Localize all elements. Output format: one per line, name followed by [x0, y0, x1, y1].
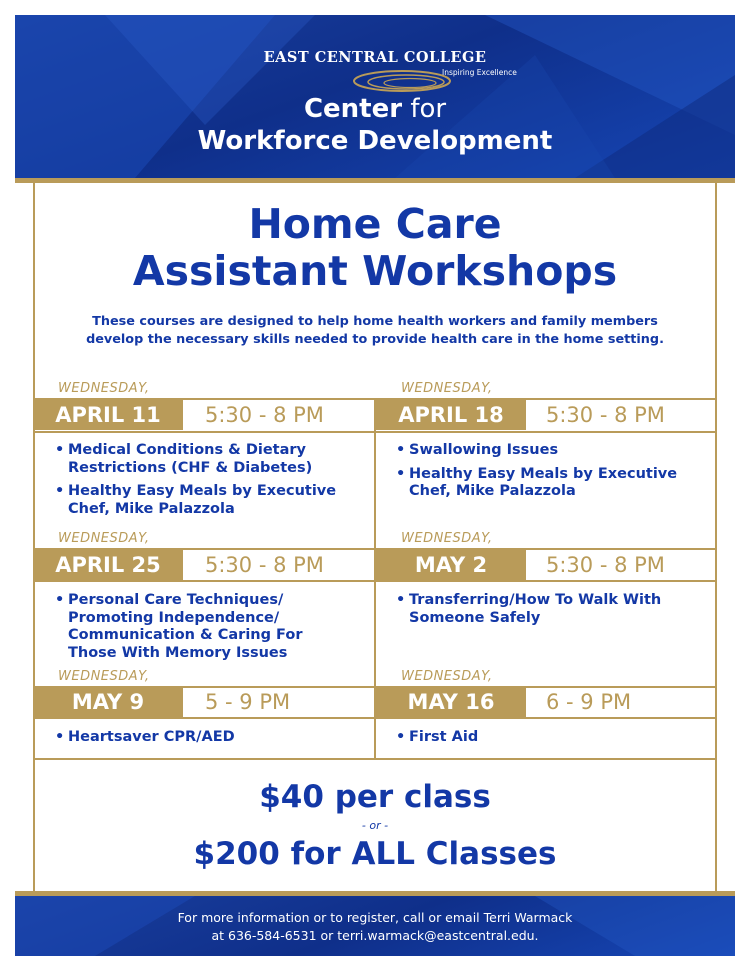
- date-badge: MAY 9: [33, 687, 183, 717]
- center-heading-light: for: [410, 94, 447, 124]
- logo-swoosh-icon: [346, 67, 456, 93]
- college-name: EAST CENTRAL COLLEGE: [263, 49, 487, 66]
- intro-text: [40, 313, 710, 349]
- topic-item: • Swallowing Issues: [396, 442, 706, 460]
- time-range: 5 - 9 PM: [205, 690, 291, 714]
- topic-item: • Medical Conditions & Dietary Restrictions (CHF & Diabetes): [55, 442, 365, 477]
- topic-item: • Healthy Easy Meals by Executive Chef, Mike Palazzola: [396, 466, 706, 501]
- workforce-heading: Workforce Development: [197, 126, 553, 156]
- topic-item: • Personal Care Techniques/ Promoting Independence/ Communication & Caring For Those With Memory Issues: [55, 592, 355, 662]
- footer-banner: [15, 896, 735, 956]
- topic-item: • Healthy Easy Meals by Executive Chef, Mike Palazzola: [55, 483, 365, 518]
- date-badge: MAY 2: [376, 550, 526, 580]
- intro-line1: These courses are designed to help home health workers and family members: [92, 314, 658, 329]
- date-badge: MAY 16: [376, 687, 526, 717]
- date-badge: APRIL 11: [33, 400, 183, 430]
- price-all-classes: $200 for ALL Classes: [193, 836, 557, 872]
- topic-item: • Transferring/How To Walk With Someone Safely: [396, 592, 706, 627]
- date-badge: APRIL 25: [33, 550, 183, 580]
- page-title-line1: Home Care: [248, 200, 502, 248]
- page-title-line2: Assistant Workshops: [132, 247, 618, 295]
- weekday-label: WEDNESDAY,: [401, 669, 493, 684]
- contact-line1: For more information or to register, call or email Terri Warmack: [177, 910, 573, 925]
- college-logo: [15, 49, 735, 77]
- weekday-label: WEDNESDAY,: [58, 381, 150, 396]
- topic-list: [55, 442, 365, 524]
- topic-list: [55, 592, 355, 668]
- price-per-class: $40 per class: [259, 779, 491, 815]
- topic-list: [55, 729, 355, 753]
- header-banner: [15, 15, 735, 178]
- weekday-label: WEDNESDAY,: [58, 531, 150, 546]
- time-range: 5:30 - 8 PM: [205, 553, 324, 577]
- weekday-label: WEDNESDAY,: [58, 669, 150, 684]
- weekday-label: WEDNESDAY,: [401, 381, 493, 396]
- topic-item: • First Aid: [396, 729, 706, 747]
- time-range: 5:30 - 8 PM: [205, 403, 324, 427]
- contact-info: [15, 909, 735, 945]
- center-heading-bold: Center: [303, 94, 403, 124]
- topic-list: [396, 592, 706, 633]
- price-separator: - or -: [361, 819, 389, 832]
- time-range: 5:30 - 8 PM: [546, 403, 665, 427]
- time-range: 6 - 9 PM: [546, 690, 632, 714]
- topic-list: [396, 729, 706, 753]
- date-badge: APRIL 18: [376, 400, 526, 430]
- topic-item: • Heartsaver CPR/AED: [55, 729, 355, 747]
- center-heading: [15, 94, 735, 124]
- topic-list: [396, 442, 706, 507]
- time-range: 5:30 - 8 PM: [546, 553, 665, 577]
- college-tagline: Inspiring Excellence: [442, 68, 517, 77]
- contact-line2: at 636-584-6531 or terri.warmack@eastcentral.edu.: [211, 928, 539, 943]
- weekday-label: WEDNESDAY,: [401, 531, 493, 546]
- intro-line2: develop the necessary skills needed to provide health care in the home setting.: [86, 332, 664, 347]
